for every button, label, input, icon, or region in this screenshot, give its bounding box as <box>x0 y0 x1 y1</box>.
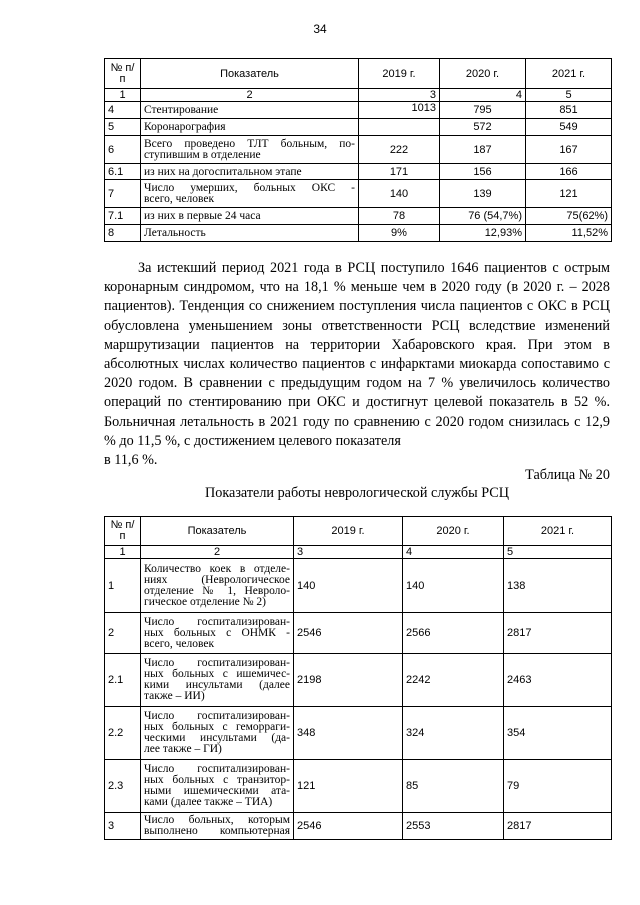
value-2019: 348 <box>294 707 403 760</box>
neurology-table <box>104 516 612 840</box>
paragraph-tail: в 11,6 %. <box>104 452 158 468</box>
header-2020: 2020 г. <box>440 59 526 89</box>
col-num: 4 <box>403 546 504 559</box>
row-label-line: Всего проведено ТЛТ больным, по- <box>144 137 355 150</box>
table-row <box>105 180 612 208</box>
value-2020: 140 <box>403 559 504 613</box>
table-row <box>105 102 612 119</box>
row-label: Стентирование <box>141 102 359 119</box>
row-label-line: всего, человек <box>144 192 215 205</box>
value-2020: 85 <box>403 760 504 813</box>
row-label-line: Число больных, которым <box>144 814 290 826</box>
table-row <box>105 613 612 654</box>
row-label-line: Число госпитализирован- <box>144 763 290 775</box>
col-num: 5 <box>526 89 612 102</box>
row-number: 2.1 <box>105 654 141 707</box>
table-header-row <box>105 59 612 89</box>
row-label-line: ческими инсультами (да- <box>144 732 290 744</box>
value-2020: 156 <box>440 164 526 180</box>
value-2020: 2566 <box>403 613 504 654</box>
row-label-line: Число госпитализирован- <box>144 615 290 628</box>
table-row <box>105 559 612 613</box>
row-label <box>141 136 359 164</box>
col-num: 2 <box>141 546 294 559</box>
row-label <box>141 760 294 813</box>
col-num: 2 <box>141 89 359 102</box>
header-number: № п/п <box>105 59 141 89</box>
value-2019: 2546 <box>294 813 403 840</box>
row-number: 1 <box>105 559 141 613</box>
body-paragraph <box>104 259 610 451</box>
value-2020: 324 <box>403 707 504 760</box>
row-label-line: ных больных с ишемичес- <box>144 668 290 680</box>
row-label-line: Количество коек в отделе- <box>144 562 290 575</box>
row-label <box>141 654 294 707</box>
row-number: 2.3 <box>105 760 141 813</box>
table-row <box>105 225 612 242</box>
row-label <box>141 559 294 613</box>
header-2019: 2019 г. <box>294 517 403 546</box>
value-2021: 79 <box>504 760 612 813</box>
row-label: из них в первые 24 часа <box>141 208 359 225</box>
row-label <box>141 613 294 654</box>
row-label-line: гическое отделение № 2) <box>144 595 267 608</box>
row-label-line: ных больных с геморраги- <box>144 721 290 733</box>
value-2019: 9% <box>359 225 440 242</box>
row-label-line: всего, человек <box>144 637 215 650</box>
col-num: 5 <box>504 546 612 559</box>
col-num: 1 <box>105 89 141 102</box>
value-2021: 2817 <box>504 613 612 654</box>
table-header-row <box>105 517 612 546</box>
row-label-line: ниях (Неврологическое <box>144 573 290 586</box>
value-2019: 140 <box>294 559 403 613</box>
value-2021: 75(62%) <box>526 208 612 225</box>
row-label <box>141 180 359 208</box>
row-number: 2.2 <box>105 707 141 760</box>
row-number: 6.1 <box>105 164 141 180</box>
value-2021: 549 <box>526 119 612 136</box>
row-label-line: также – ИИ) <box>144 690 205 702</box>
row-label: Коронарография <box>141 119 359 136</box>
row-label-line: отделение № 1, Невроло- <box>144 584 290 597</box>
header-2020: 2020 г. <box>403 517 504 546</box>
value-2021: 2817 <box>504 813 612 840</box>
value-2019: 222 <box>359 136 440 164</box>
value-2021: 851 <box>526 102 612 119</box>
row-label-line: Число госпитализирован- <box>144 710 290 722</box>
row-number: 7.1 <box>105 208 141 225</box>
row-label-line: ными ишемическими ата- <box>144 785 290 797</box>
value-2020: 12,93% <box>440 225 526 242</box>
value-2019: 140 <box>359 180 440 208</box>
row-label-line: ками (далее также – ТИА) <box>144 796 273 808</box>
row-number: 2 <box>105 613 141 654</box>
column-numbering-row <box>105 89 612 102</box>
cardiology-table <box>104 58 612 242</box>
header-2019: 2019 г. <box>359 59 440 89</box>
col-num: 3 <box>359 89 440 102</box>
value-2020: 2553 <box>403 813 504 840</box>
row-number: 5 <box>105 119 141 136</box>
header-indicator: Показатель <box>141 517 294 546</box>
row-number: 6 <box>105 136 141 164</box>
row-label-line: лее также – ГИ) <box>144 743 222 755</box>
value-2021: 2463 <box>504 654 612 707</box>
table-row <box>105 164 612 180</box>
row-label-line: ступившим в отделение <box>144 148 261 161</box>
row-label-line: кими инсультами (далее <box>144 679 290 691</box>
value-2020: 795 <box>440 102 526 119</box>
value-2019: 2198 <box>294 654 403 707</box>
row-number: 8 <box>105 225 141 242</box>
value-2019: 2546 <box>294 613 403 654</box>
row-label-line: выполнено компьютерная <box>144 825 290 837</box>
row-number: 3 <box>105 813 141 840</box>
value-2021: 121 <box>526 180 612 208</box>
value-2021: 11,52% <box>526 225 612 242</box>
header-number: № п/п <box>105 517 141 546</box>
table-row <box>105 813 612 840</box>
row-number: 4 <box>105 102 141 119</box>
row-label <box>141 813 294 840</box>
row-label: из них на догоспитальном этапе <box>141 164 359 180</box>
header-indicator: Показатель <box>141 59 359 89</box>
col-num: 4 <box>440 89 526 102</box>
row-label-line: ных больных с транзитор- <box>144 774 290 786</box>
value-2020: 76 (54,7%) <box>440 208 526 225</box>
value-2019: 121 <box>294 760 403 813</box>
row-number: 7 <box>105 180 141 208</box>
value-2020: 2242 <box>403 654 504 707</box>
table-number: Таблица № 20 <box>525 467 610 483</box>
value-2020: 572 <box>440 119 526 136</box>
value-2019: 171 <box>359 164 440 180</box>
value-2019: 78 <box>359 208 440 225</box>
table-row <box>105 760 612 813</box>
table-row <box>105 119 612 136</box>
row-label-line: Число умерших, больных ОКС - <box>144 181 355 194</box>
col-num: 1 <box>105 546 141 559</box>
paragraph-text: За истекший период 2021 года в РСЦ поступило 1646 пациентов с острым коронарным синдромом, что на 18,1 % меньше чем в 2020 году (в 2020 г. – 2028 пациентов). Тенденция со снижением поступления числа пациентов с ОКС в РСЦ обусловлена уменьшением зоны ответственности РСЦ вследствие изменений маршрутизации пациентов на территории Хабаровского края. При этом в абсолютных числах количество пациентов с инфарктами миокарда сопоставимо с 2020 годом. В сравнении с предыдущим годом на 7 % увеличилось количество операций по стентированию при ОКС и достигнут целевой показатель в 52 %. Больничная летальность в 2021 году по сравнению с 2020 годом снизилась с 12,9 % до 11,5 %, с достижением целевого показателя <box>104 260 610 449</box>
value-2021: 167 <box>526 136 612 164</box>
value-2020: 139 <box>440 180 526 208</box>
table-row <box>105 654 612 707</box>
value-2021: 138 <box>504 559 612 613</box>
row-label-line: Число госпитализирован- <box>144 657 290 669</box>
column-numbering-row <box>105 546 612 559</box>
table-title: Показатели работы неврологической службы РСЦ <box>205 485 509 501</box>
col-num: 3 <box>294 546 403 559</box>
table-row <box>105 136 612 164</box>
value-2020: 187 <box>440 136 526 164</box>
row-label: Летальность <box>141 225 359 242</box>
table-row <box>105 707 612 760</box>
value-2019 <box>359 119 440 136</box>
value-2019: 1013 <box>359 102 440 119</box>
row-label-line: ных больных с ОНМК - <box>144 626 290 639</box>
header-2021: 2021 г. <box>526 59 612 89</box>
header-2021: 2021 г. <box>504 517 612 546</box>
table-row <box>105 208 612 225</box>
value-2021: 166 <box>526 164 612 180</box>
page-number: 34 <box>313 22 327 36</box>
value-2021: 354 <box>504 707 612 760</box>
row-label <box>141 707 294 760</box>
